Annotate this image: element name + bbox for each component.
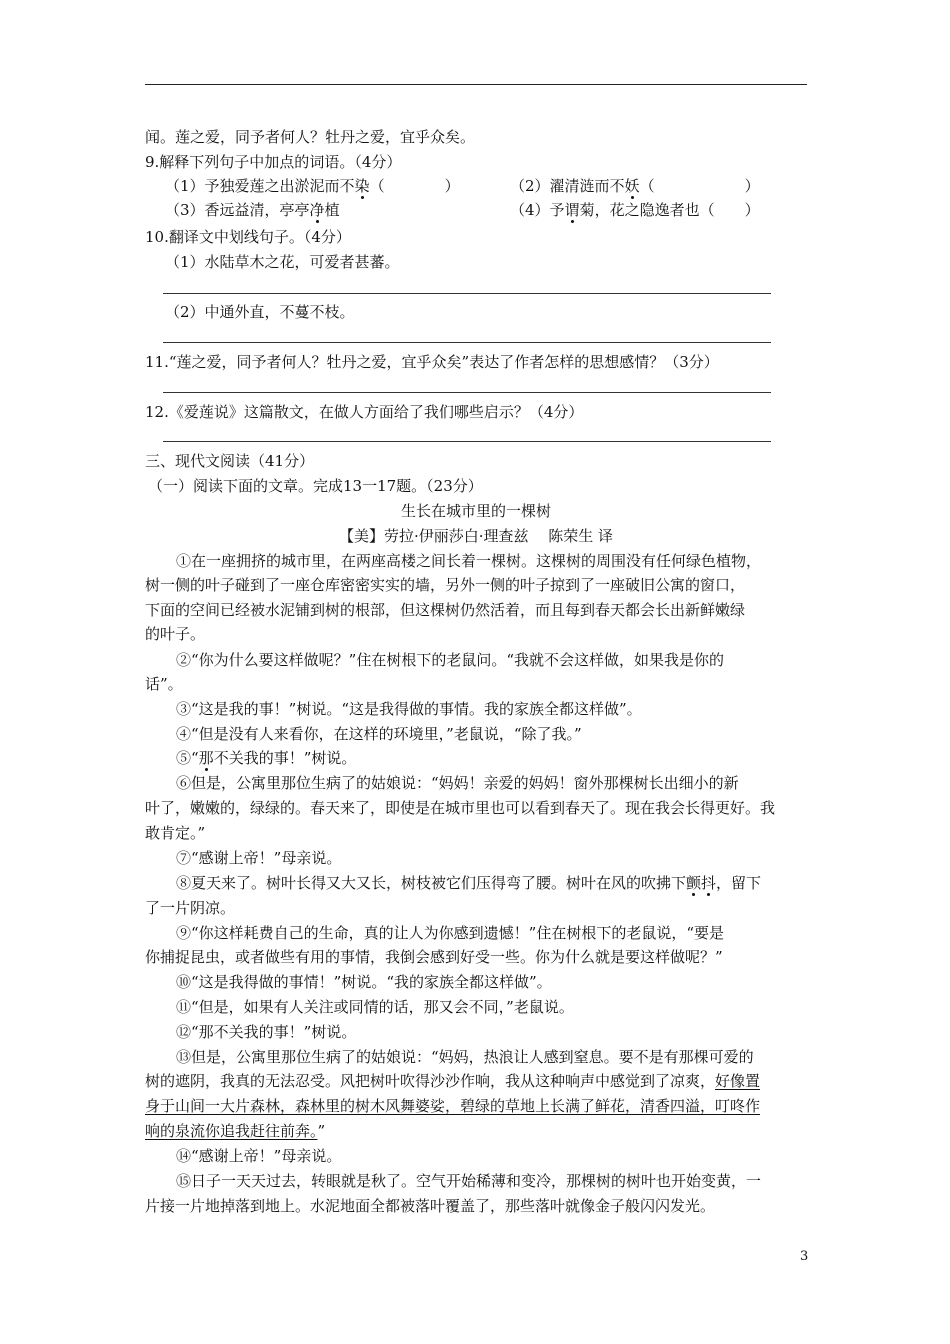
paragraph-line: ②“你为什么要这样做呢？”住在树根下的老鼠问。“我就不会这样做，如果我是你的 bbox=[176, 651, 725, 669]
answer-line bbox=[163, 392, 771, 393]
section-heading: 三、现代文阅读（41分） bbox=[145, 452, 315, 470]
paragraph-line: ⑦“感谢上帝！”母亲说。 bbox=[176, 849, 342, 867]
answer-line bbox=[163, 293, 771, 294]
dotted-word: 那 bbox=[198, 749, 214, 767]
answer-line bbox=[163, 441, 771, 442]
question-9: 9.解释下列句子中加点的词语。（4分） bbox=[145, 153, 402, 171]
q9-item-1: （1）予独爱莲之出淤泥而不染（ ） bbox=[165, 177, 460, 195]
subsection-heading: （一）阅读下面的文章。完成13一17题。（23分） bbox=[148, 477, 483, 495]
paragraph-line: ⑤“那不关我的事！”树说。 bbox=[176, 749, 357, 767]
page-number: 3 bbox=[800, 1249, 809, 1264]
underlined-sentence: 身于山间一大片森林，森林里的树木风舞婆娑，碧绿的草地上长满了鲜花，清香四溢，叮咚作 bbox=[145, 1097, 761, 1115]
paragraph-line: ⑥但是，公寓里那位生病了的姑娘说：“妈妈！亲爱的妈妈！窗外那棵树长出细小的新 bbox=[176, 774, 739, 792]
paragraph-line: ⑧夏天来了。树叶长得又大又长，树枝被它们压得弯了腰。树叶在风的吹拂下颤抖，留下 bbox=[176, 874, 762, 892]
dotted-word: 抖 bbox=[701, 874, 717, 892]
paragraph-line: 响的泉流你追我赶往前奔。” bbox=[145, 1122, 326, 1140]
q9-item-4: （4）予谓菊，花之隐逸者也（ ） bbox=[510, 201, 760, 219]
paragraph-line: ⑩“这是我得做的事情！”树说。“我的家族全都这样做”。 bbox=[176, 973, 552, 991]
paragraph-line: ⑫“那不关我的事！”树说。 bbox=[176, 1023, 357, 1041]
q10-item-2: （2）中通外直，不蔓不枝。 bbox=[165, 303, 355, 321]
paragraph-line: ⑬但是，公寓里那位生病了的姑娘说：“妈妈，热浪让人感到窒息。要不是有那棵可爱的 bbox=[176, 1048, 754, 1066]
dotted-word: 净 bbox=[309, 201, 325, 219]
paragraph-line: 了一片阴凉。 bbox=[145, 899, 236, 917]
article-title: 生长在城市里的一棵树 bbox=[400, 502, 551, 520]
paragraph-line: ③“这是我的事！”树说。“这是我得做的事情。我的家族全都这样做”。 bbox=[176, 700, 642, 718]
article-author: 【美】劳拉·伊丽莎白·理查兹 陈荣生 译 bbox=[338, 527, 614, 545]
paragraph-line: 树一侧的叶子碰到了一座仓库密密实实的墙，另外一侧的叶子掠到了一座破旧公寓的窗口， bbox=[145, 576, 746, 594]
question-12: 12.《爱莲说》这篇散文，在做人方面给了我们哪些启示？（4分） bbox=[145, 403, 584, 421]
paragraph-line: 话”。 bbox=[145, 675, 183, 693]
q10-item-1: （1）水陆草木之花，可爱者甚蕃。 bbox=[165, 253, 400, 271]
paragraph-line: 的叶子。 bbox=[145, 625, 206, 643]
dotted-word: 妖 bbox=[624, 177, 640, 195]
question-10: 10.翻译文中划线句子。（4分） bbox=[145, 228, 351, 246]
dotted-word: 颤 bbox=[686, 874, 702, 892]
paragraph-line: ⑭“感谢上帝！”母亲说。 bbox=[176, 1147, 342, 1165]
text-line: 闻。莲之爱，同予者何人？牡丹之爱，宜乎众矣。 bbox=[145, 128, 476, 146]
paragraph-line: ④“但是没有人来看你，在这样的环境里，”老鼠说，“除了我。” bbox=[176, 725, 582, 743]
paragraph-line: 下面的空间已经被水泥铺到树的根部，但这棵树仍然活着，而且每到春天都会长出新鲜嫩绿 bbox=[145, 601, 746, 619]
paragraph-line: ⑪“但是，如果有人关注或同情的话，那又会不同，”老鼠说。 bbox=[176, 998, 574, 1016]
paragraph-line: 敢肯定。” bbox=[145, 824, 206, 842]
paragraph-line: ⑮日子一天天过去，转眼就是秋了。空气开始稀薄和变冷，那棵树的树叶也开始变黄，一 bbox=[176, 1172, 762, 1190]
paragraph-line: 叶了，嫩嫩的，绿绿的。春天来了，即使是在城市里也可以看到春天了。现在我会长得更好。我 bbox=[145, 799, 776, 817]
paragraph-line: ⑨“你这样耗费自己的生命，真的让人为你感到遗憾！”住在树根下的老鼠说，“要是 bbox=[176, 924, 725, 942]
paragraph-line: ①在一座拥挤的城市里，在两座高楼之间长着一棵树。这棵树的周围没有任何绿色植物， bbox=[176, 552, 762, 570]
q9-item-3: （3）香远益清，亭亭净植 bbox=[165, 201, 340, 219]
paragraph-line: 你捕捉昆虫，或者做些有用的事情，我倒会感到好受一些。你为什么就是要这样做呢？” bbox=[145, 948, 723, 966]
dotted-word: 谓 bbox=[564, 201, 580, 219]
question-11: 11.“莲之爱，同予者何人？牡丹之爱，宜乎众矣”表达了作者怎样的思想感情？（3分） bbox=[145, 353, 719, 371]
dotted-word: 染 bbox=[354, 177, 370, 195]
paragraph-line: 片接一片地掉落到地上。水泥地面全都被落叶覆盖了，那些落叶就像金子般闪闪发光。 bbox=[145, 1197, 716, 1215]
underlined-sentence: 响的泉流你追我赶往前奔。 bbox=[145, 1122, 318, 1140]
paragraph-line: 树的遮阴，我真的无法忍受。风把树叶吹得沙沙作响，我从这种响声中感觉到了凉爽，好像置 bbox=[145, 1072, 761, 1090]
header-rule bbox=[145, 84, 807, 85]
underlined-sentence: 好像置 bbox=[715, 1072, 761, 1090]
q9-item-2: （2）濯清涟而不妖（ ） bbox=[510, 177, 760, 195]
answer-line bbox=[163, 342, 771, 343]
